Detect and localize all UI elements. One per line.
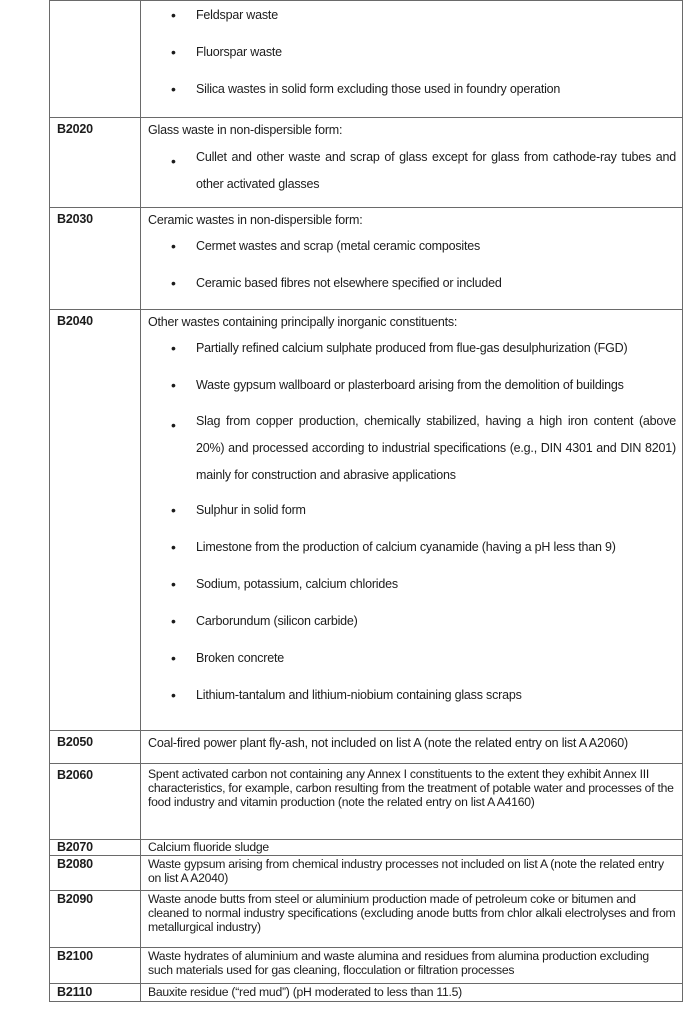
list-item: • Feldspar waste (171, 7, 278, 23)
list-item: • Carborundum (silicon carbide) (171, 613, 358, 629)
entry-description (141, 310, 683, 731)
entry-code (50, 1, 141, 118)
bullet-icon: • (171, 44, 176, 60)
entry-code: B2100 (50, 948, 141, 984)
list-item: • Partially refined calcium sulphate produced from flue-gas desulphurization (FGD) (171, 340, 628, 356)
bullet-icon: • (171, 539, 176, 555)
entry-text: Calcium fluoride sludge (148, 840, 269, 854)
entry-description (141, 891, 683, 948)
list-item: • Limestone from the production of calcium cyanamide (having a pH less than 9) (171, 539, 616, 555)
entry-code: B2020 (50, 118, 141, 208)
bullet-list (148, 5, 676, 99)
table-row (50, 731, 683, 764)
bullet-icon: • (171, 613, 176, 629)
table-row (50, 856, 683, 891)
list-item: • Ceramic based fibres not elsewhere specified or included (171, 275, 502, 291)
table-row (50, 840, 683, 856)
bullet-icon: • (171, 7, 176, 23)
bullet-icon: • (171, 502, 176, 518)
bullet-list (148, 338, 676, 705)
entry-description (141, 856, 683, 891)
bullet-icon: • (171, 153, 176, 169)
entry-description (141, 208, 683, 310)
list-item: • Cullet and other waste and scrap of glass except for glass from cathode-ray tubes and other activated glasses (171, 150, 676, 191)
entry-description (141, 984, 683, 1002)
bullet-icon: • (171, 340, 176, 356)
waste-list-table (49, 0, 683, 1002)
entry-code: B2080 (50, 856, 141, 891)
bullet-icon: • (171, 417, 176, 433)
bullet-icon: • (171, 650, 176, 666)
list-item: • Broken concrete (171, 650, 285, 666)
table-row (50, 118, 683, 208)
entry-code: B2030 (50, 208, 141, 310)
list-item: • Cermet wastes and scrap (metal ceramic composites (171, 238, 481, 254)
list-item: • Lithium-tantalum and lithium-niobium containing glass scraps (171, 687, 522, 703)
list-item: • Sulphur in solid form (171, 502, 306, 518)
table-row (50, 984, 683, 1002)
bullet-icon: • (171, 81, 176, 97)
entry-text: Spent activated carbon not containing any Annex I constituents to the extent they exhibit Annex III characteristics, for example, carbon resulting from the treatment of potable water and processes of the food industry and vitamin production (note the related entry on list A A4160) (148, 767, 674, 810)
entry-description (141, 948, 683, 984)
list-item: • Fluorspar waste (171, 44, 282, 60)
bullet-icon: • (171, 687, 176, 703)
bullet-icon: • (171, 377, 176, 393)
bullet-icon: • (171, 238, 176, 254)
bullet-icon: • (171, 576, 176, 592)
list-item: • Silica wastes in solid form excluding those used in foundry operation (171, 81, 561, 97)
list-item: • Sodium, potassium, calcium chlorides (171, 576, 398, 592)
entry-description (141, 840, 683, 856)
bullet-icon: • (171, 275, 176, 291)
entry-description (141, 731, 683, 764)
entry-code: B2060 (50, 764, 141, 840)
bullet-list (148, 144, 676, 198)
entry-intro: Ceramic wastes in non-dispersible form: (148, 213, 363, 227)
entry-code: B2090 (50, 891, 141, 948)
list-item: • Slag from copper production, chemically stabilized, having a high iron content (above 20%) and processed according to industrial specifications (e.g., DIN 4301 and DIN 8201) mainly for construction and abrasive applications (171, 414, 676, 482)
table-row (50, 891, 683, 948)
entry-code: B2110 (50, 984, 141, 1002)
table-row (50, 764, 683, 840)
entry-text: Bauxite residue (“red mud”) (pH moderated to less than 11.5) (148, 985, 462, 999)
list-item: • Waste gypsum wallboard or plasterboard arising from the demolition of buildings (171, 377, 624, 393)
entry-code: B2050 (50, 731, 141, 764)
table-row (50, 208, 683, 310)
entry-text: Waste anode butts from steel or aluminium production made of petroleum coke or bitumen and cleaned to normal industry specifications (excluding anode butts from chlor alkali electrolyses and from metallurgical industry) (148, 892, 676, 935)
entry-text: Waste gypsum arising from chemical industry processes not included on list A (note the related entry on list A A2040) (148, 857, 664, 886)
entry-description (141, 1, 683, 118)
entry-description (141, 118, 683, 208)
entry-text: Waste hydrates of aluminium and waste alumina and residues from alumina production excluding such materials used for gas cleaning, flocculation or filtration processes (148, 949, 649, 978)
table-row (50, 948, 683, 984)
entry-description (141, 764, 683, 840)
entry-code: B2040 (50, 310, 141, 731)
entry-text: Coal-fired power plant fly-ash, not included on list A (note the related entry on list A A2060) (148, 736, 628, 750)
entry-intro: Glass waste in non-dispersible form: (148, 123, 343, 137)
table-row (50, 310, 683, 731)
bullet-list (148, 236, 676, 293)
entry-code: B2070 (50, 840, 141, 856)
table-row (50, 1, 683, 118)
entry-intro: Other wastes containing principally inorganic constituents: (148, 315, 458, 329)
